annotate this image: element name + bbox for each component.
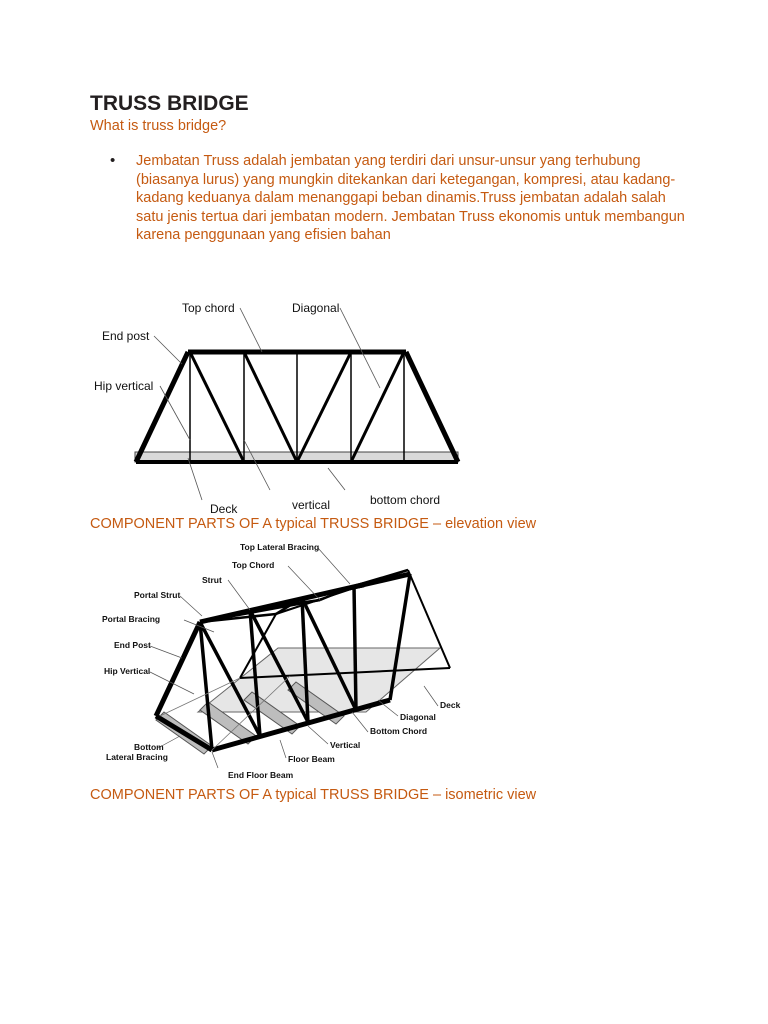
bullet-list: [90, 152, 690, 245]
elevation-view-diagram: [90, 290, 470, 515]
bullet-icon: •: [110, 152, 116, 169]
isometric-caption: COMPONENT PARTS OF A typical TRUSS BRIDGE – isometric view: [90, 787, 537, 803]
label-end-post: End post: [102, 329, 150, 343]
leader-lines: [154, 308, 380, 500]
diagonal-member: [244, 352, 297, 462]
diagonal-member: [297, 352, 351, 462]
label-bottom-chord: bottom chord: [370, 493, 441, 507]
label-top-chord: Top Chord: [232, 560, 275, 570]
diagonal-member: [351, 352, 404, 462]
label-diagonal: Diagonal: [400, 712, 436, 722]
label-bottom-lateral-bracing-1: Bottom: [134, 742, 164, 752]
elevation-caption: COMPONENT PARTS OF A typical TRUSS BRIDGE – elevation view: [90, 516, 537, 532]
label-vertical: Vertical: [330, 740, 361, 750]
end-post-left: [136, 352, 188, 462]
list-item: [90, 152, 690, 245]
bullet-text: Jembatan Truss adalah jembatan yang terdiri dari unsur-unsur yang terhubung (biasanya lurus) yang mungkin ditekankan dari ketegangan, kompresi, atau kadang-kadang keduanya dalam menanggapi beban dinamis.Truss jembatan adalah salah satu jenis tertua dari jembatan modern. Jembatan Truss ekonomis untuk membangun karena penggunaan yang efisien bahan: [136, 153, 685, 243]
label-portal-strut: Portal Strut: [134, 590, 181, 600]
label-bottom-chord: Bottom Chord: [370, 726, 428, 736]
label-end-floor-beam: End Floor Beam: [228, 770, 294, 780]
label-strut: Strut: [202, 575, 222, 585]
label-top-lateral-bracing: Top Lateral Bracing: [240, 542, 320, 552]
label-top-chord: Top chord: [182, 301, 235, 315]
label-portal-bracing: Portal Bracing: [102, 614, 161, 624]
label-deck: Deck: [210, 502, 238, 515]
label-hip-vertical: Hip Vertical: [104, 666, 151, 676]
label-floor-beam: Floor Beam: [288, 754, 335, 764]
label-deck: Deck: [440, 700, 461, 710]
page-subtitle: What is truss bridge?: [90, 118, 227, 134]
label-bottom-lateral-bracing-2: Lateral Bracing: [106, 752, 168, 762]
page-title: TRUSS BRIDGE: [90, 92, 249, 115]
label-end-post: End Post: [114, 640, 151, 650]
label-diagonal: Diagonal: [292, 301, 340, 315]
label-vertical: vertical: [292, 498, 331, 512]
end-post-right: [406, 352, 458, 462]
isometric-view-diagram: [90, 540, 468, 785]
label-hip-vertical: Hip vertical: [94, 379, 154, 393]
diagonal-member: [190, 352, 244, 462]
